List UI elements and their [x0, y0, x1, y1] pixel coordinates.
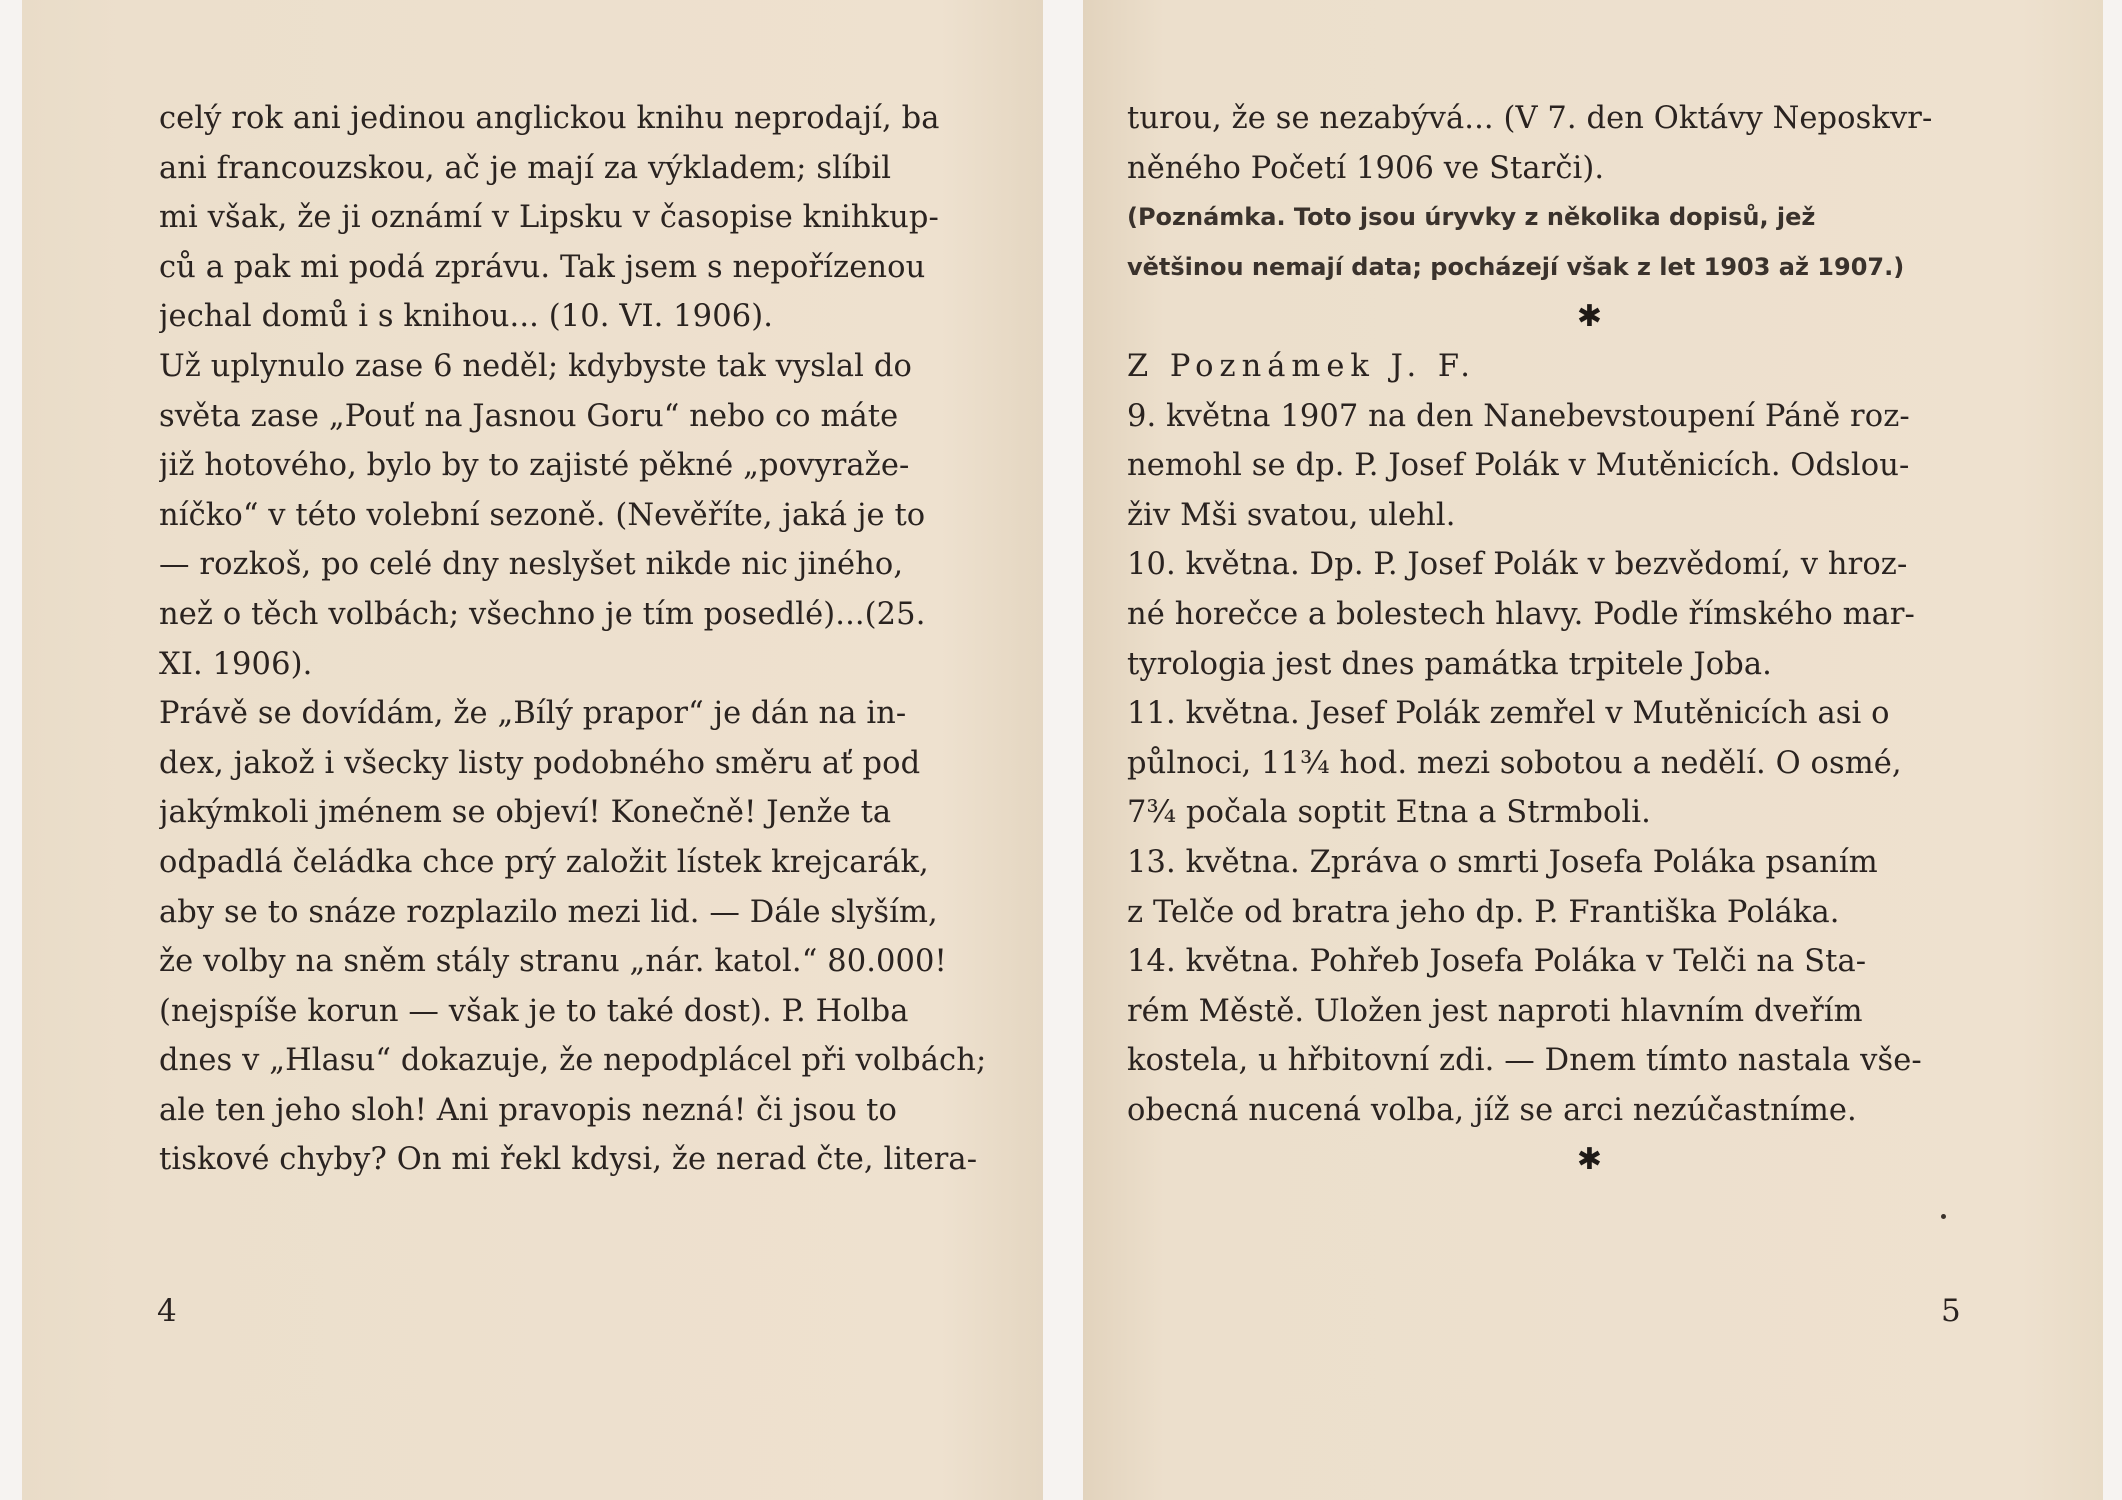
text-line: tyrologia jest dnes památka trpitele Joba.: [1127, 646, 1772, 682]
text-line: živ Mši svatou, ulehl.: [1127, 497, 1456, 533]
text-line: 10. května. Dp. P. Josef Polák v bezvědomí, v hroz-: [1127, 547, 1908, 583]
page-number-left: 4: [157, 1293, 177, 1329]
text-line: dex, jakož i všecky listy podobného směru ať pod: [159, 745, 921, 781]
text-line: — rozkoš, po celé dny neslyšet nikde nic jiného,: [159, 547, 904, 583]
text-line: rém Městě. Uložen jest naproti hlavním dveřím: [1127, 993, 1863, 1029]
text-line: ale ten jeho sloh! Ani pravopis nezná! či jsou to: [159, 1092, 897, 1128]
text-line: 11. května. Jesef Polák zemřel v Mutěnicích asi o: [1127, 696, 1890, 732]
text-line: 13. května. Zpráva o smrti Josefa Poláka psaním: [1127, 844, 1878, 880]
text-line: XI. 1906).: [159, 646, 313, 682]
section-heading: Z Poznámek J. F.: [1127, 348, 1476, 384]
right-page-text: [1127, 94, 2052, 1185]
text-line: tiskové chyby? On mi řekl kdysi, že nerad čte, litera-: [159, 1142, 978, 1178]
asterism-separator: ✱: [1576, 1142, 1603, 1178]
text-line: celý rok ani jedinou anglickou knihu neprodají, ba: [159, 101, 940, 136]
text-line: 9. května 1907 na den Nanebevstoupení Páně roz-: [1127, 398, 1910, 434]
text-line: ani francouzskou, ač je mají za výkladem; slíbil: [159, 150, 892, 186]
left-page-text: [159, 94, 1029, 1185]
text-line: světa zase „Pouť na Jasnou Goru“ nebo co máte: [159, 398, 899, 434]
text-line: z Telče od bratra jeho dp. P. Františka Poláka.: [1127, 894, 1840, 930]
text-line: nemohl se dp. P. Josef Polák v Mutěnicích. Odslou-: [1127, 448, 1910, 484]
text-line: 14. května. Pohřeb Josefa Poláka v Telči na Sta-: [1127, 944, 1867, 980]
note-line: (Poznámka. Toto jsou úryvky z několika dopisů, jež: [1127, 203, 1816, 232]
text-line: ců a pak mi podá zprávu. Tak jsem s nepořízenou: [159, 249, 926, 285]
text-line: Právě se dovídám, že „Bílý prapor“ je dán na in-: [159, 696, 907, 732]
text-line: než o těch volbách; všechno je tím posedlé)...(25.: [159, 596, 926, 632]
text-line: kostela, u hřbitovní zdi. — Dnem tímto nastala vše-: [1127, 1043, 1922, 1079]
text-line: že volby na sněm stály stranu „nár. katol.“ 80.000!: [159, 944, 947, 980]
page-number-right: 5: [1941, 1293, 1961, 1329]
text-line: aby se to snáze rozplazilo mezi lid. — Dále slyším,: [159, 894, 938, 930]
text-line: odpadlá čeládka chce prý založit lístek krejcarák,: [159, 844, 929, 880]
text-line: dnes v „Hlasu“ dokazuje, že nepodplácel při volbách;: [159, 1043, 987, 1079]
text-line: něného Početí 1906 ve Starči).: [1127, 150, 1605, 186]
text-line: né horečce a bolestech hlavy. Podle římského mar-: [1127, 596, 1915, 632]
text-line: níčko“ v této volební sezoně. (Nevěříte, jaká je to: [159, 497, 926, 533]
text-line: (nejspíše korun — však je to také dost). P. Holba: [159, 993, 909, 1029]
text-line: obecná nucená volba, jíž se arci nezúčastníme.: [1127, 1092, 1857, 1128]
text-line: Už uplynulo zase 6 neděl; kdybyste tak vyslal do: [159, 348, 912, 384]
note-line: většinou nemají data; pocházejí však z let 1903 až 1907.): [1127, 252, 1905, 281]
asterism-separator: ✱: [1576, 299, 1603, 335]
text-line: turou, že se nezabývá... (V 7. den Oktávy Neposkvr-: [1127, 101, 1933, 136]
text-line: jakýmkoli jménem se objeví! Konečně! Jenže ta: [159, 795, 892, 831]
text-line: půlnoci, 11¾ hod. mezi sobotou a nedělí. O osmé,: [1127, 745, 1902, 781]
text-line: jechal domů i s knihou... (10. VI. 1906).: [159, 299, 773, 335]
left-page: [22, 0, 1043, 1500]
text-line: 7¾ počala soptit Etna a Strmboli.: [1127, 795, 1651, 831]
print-speck: [1941, 1214, 1946, 1219]
text-line: mi však, že ji oznámí v Lipsku v časopise knihkup-: [159, 200, 939, 236]
text-line: již hotového, bylo by to zajisté pěkné „povyraže-: [159, 448, 910, 484]
right-page: [1083, 0, 2103, 1500]
